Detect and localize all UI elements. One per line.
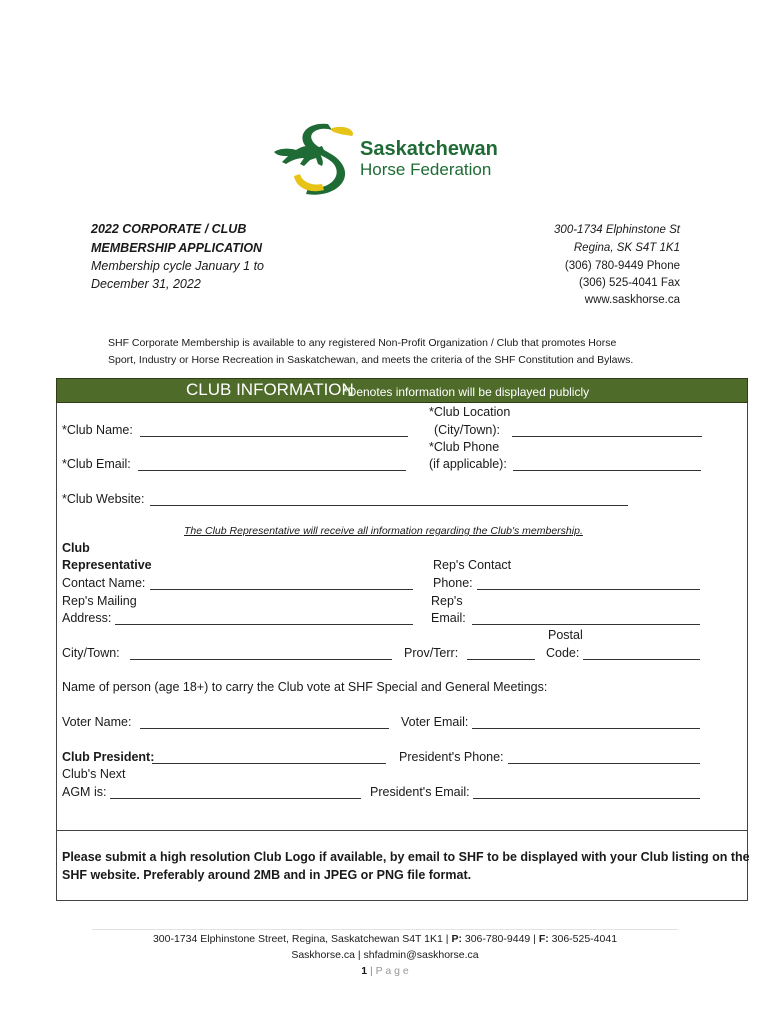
footer-phone: 306-780-9449 |	[461, 933, 539, 945]
reps-contact-label: Rep's Contact	[433, 558, 512, 572]
voter-name-field[interactable]	[140, 717, 389, 729]
rep-phone-label: Phone:	[433, 576, 473, 590]
voter-email-label: Voter Email:	[401, 715, 469, 729]
club-location-label-1: *Club Location	[429, 405, 511, 419]
club-president-field[interactable]	[152, 752, 386, 764]
shf-logo	[270, 118, 510, 198]
club-name-label: *Club Name:	[62, 423, 133, 437]
page-word: P a g e	[375, 965, 409, 977]
presidents-phone-field[interactable]	[508, 752, 700, 764]
club-info-note: *Denotes information will be displayed publicly	[343, 385, 590, 399]
page-separator: |	[367, 965, 376, 977]
cycle-line-1: Membership cycle January 1 to	[91, 259, 264, 273]
next-agm-field[interactable]	[110, 787, 361, 799]
club-website-label: *Club Website:	[62, 492, 145, 506]
club-name-field[interactable]	[140, 425, 408, 437]
club-rep-label-1: Club	[62, 541, 90, 555]
address-line-2: Regina, SK S4T 1K1	[573, 242, 680, 254]
city-town-label: City/Town:	[62, 646, 120, 660]
intro-line-1: SHF Corporate Membership is available to any registered Non-Profit Organization / Club that promotes Horse	[108, 337, 617, 349]
footer-site: Saskhorse.ca | shfadmin@saskhorse.ca	[291, 949, 479, 961]
contact-name-field[interactable]	[150, 578, 413, 590]
footer-phone-label: P:	[451, 933, 462, 945]
presidents-email-label: President's Email:	[370, 785, 470, 799]
club-email-field[interactable]	[138, 459, 406, 471]
submit-note-line-2: SHF website. Preferably around 2MB and in JPEG or PNG file format.	[62, 868, 472, 882]
club-phone-field[interactable]	[513, 459, 701, 471]
intro-line-2: Sport, Industry or Horse Recreation in Saskatchewan, and meets the criteria of the SHF Constitution and Bylaws.	[108, 354, 634, 366]
presidents-phone-label: President's Phone:	[399, 750, 504, 764]
voter-name-label: Voter Name:	[62, 715, 132, 729]
club-info-title: CLUB INFORMATION	[186, 380, 354, 399]
voter-email-field[interactable]	[472, 717, 700, 729]
footer-fax-label: F:	[538, 933, 549, 945]
city-town-field[interactable]	[130, 648, 392, 660]
club-phone-label-1: *Club Phone	[429, 440, 500, 454]
footer-address: 300-1734 Elphinstone Street, Regina, Saskatchewan S4T 1K1 |	[152, 933, 452, 945]
next-agm-label-1: Club's Next	[62, 767, 126, 781]
submit-divider	[56, 830, 748, 831]
postal-code-field[interactable]	[583, 648, 700, 660]
voter-note: Name of person (age 18+) to carry the Club vote at SHF Special and General Meetings:	[62, 680, 548, 694]
form-title-line-1: 2022 CORPORATE / CLUB	[91, 222, 247, 236]
club-president-label: Club President:	[62, 750, 155, 764]
footer-rule	[92, 929, 678, 930]
club-phone-label-2: (if applicable):	[429, 457, 507, 471]
contact-name-label: Contact Name:	[62, 576, 146, 590]
reps-mailing-label: Rep's Mailing	[62, 594, 137, 608]
address-field[interactable]	[115, 613, 413, 625]
rep-email-field[interactable]	[472, 613, 700, 625]
address-line-1: 300-1734 Elphinstone St	[554, 224, 680, 236]
rep-email-label: Email:	[431, 611, 466, 625]
club-location-label-2: (City/Town):	[434, 423, 500, 437]
footer-fax: 306-525-4041	[548, 933, 618, 945]
club-website-field[interactable]	[150, 494, 628, 506]
footer-address-line	[0, 933, 770, 945]
fax-line: (306) 525-4041 Fax	[578, 277, 680, 289]
club-rep-label-2: Representative	[62, 558, 152, 572]
reps-label: Rep's	[431, 594, 463, 608]
cycle-line-2: December 31, 2022	[91, 277, 201, 291]
website-line: www.saskhorse.ca	[584, 294, 680, 306]
logo-line-1: Saskatchewan	[360, 138, 498, 160]
club-location-field[interactable]	[512, 425, 702, 437]
submit-note-line-1: Please submit a high resolution Club Logo if available, by email to SHF to be displayed with your Club listing on the	[62, 850, 750, 864]
next-agm-label-2: AGM is:	[62, 785, 107, 799]
prov-terr-label: Prov/Terr:	[404, 646, 459, 660]
postal-label-1: Postal	[548, 628, 583, 642]
rep-note: The Club Representative will receive all information regarding the Club's membership.	[184, 525, 583, 537]
form-title-line-2: MEMBERSHIP APPLICATION	[91, 241, 263, 255]
rep-phone-field[interactable]	[477, 578, 700, 590]
prov-terr-field[interactable]	[467, 648, 535, 660]
address-label: Address:	[62, 611, 112, 625]
logo-line-2: Horse Federation	[360, 160, 492, 179]
phone-line: (306) 780-9449 Phone	[564, 260, 680, 272]
page-number: 1	[361, 965, 368, 977]
club-email-label: *Club Email:	[62, 457, 131, 471]
postal-code-label: Code:	[546, 646, 580, 660]
page-number-line	[0, 965, 770, 977]
presidents-email-field[interactable]	[473, 787, 700, 799]
